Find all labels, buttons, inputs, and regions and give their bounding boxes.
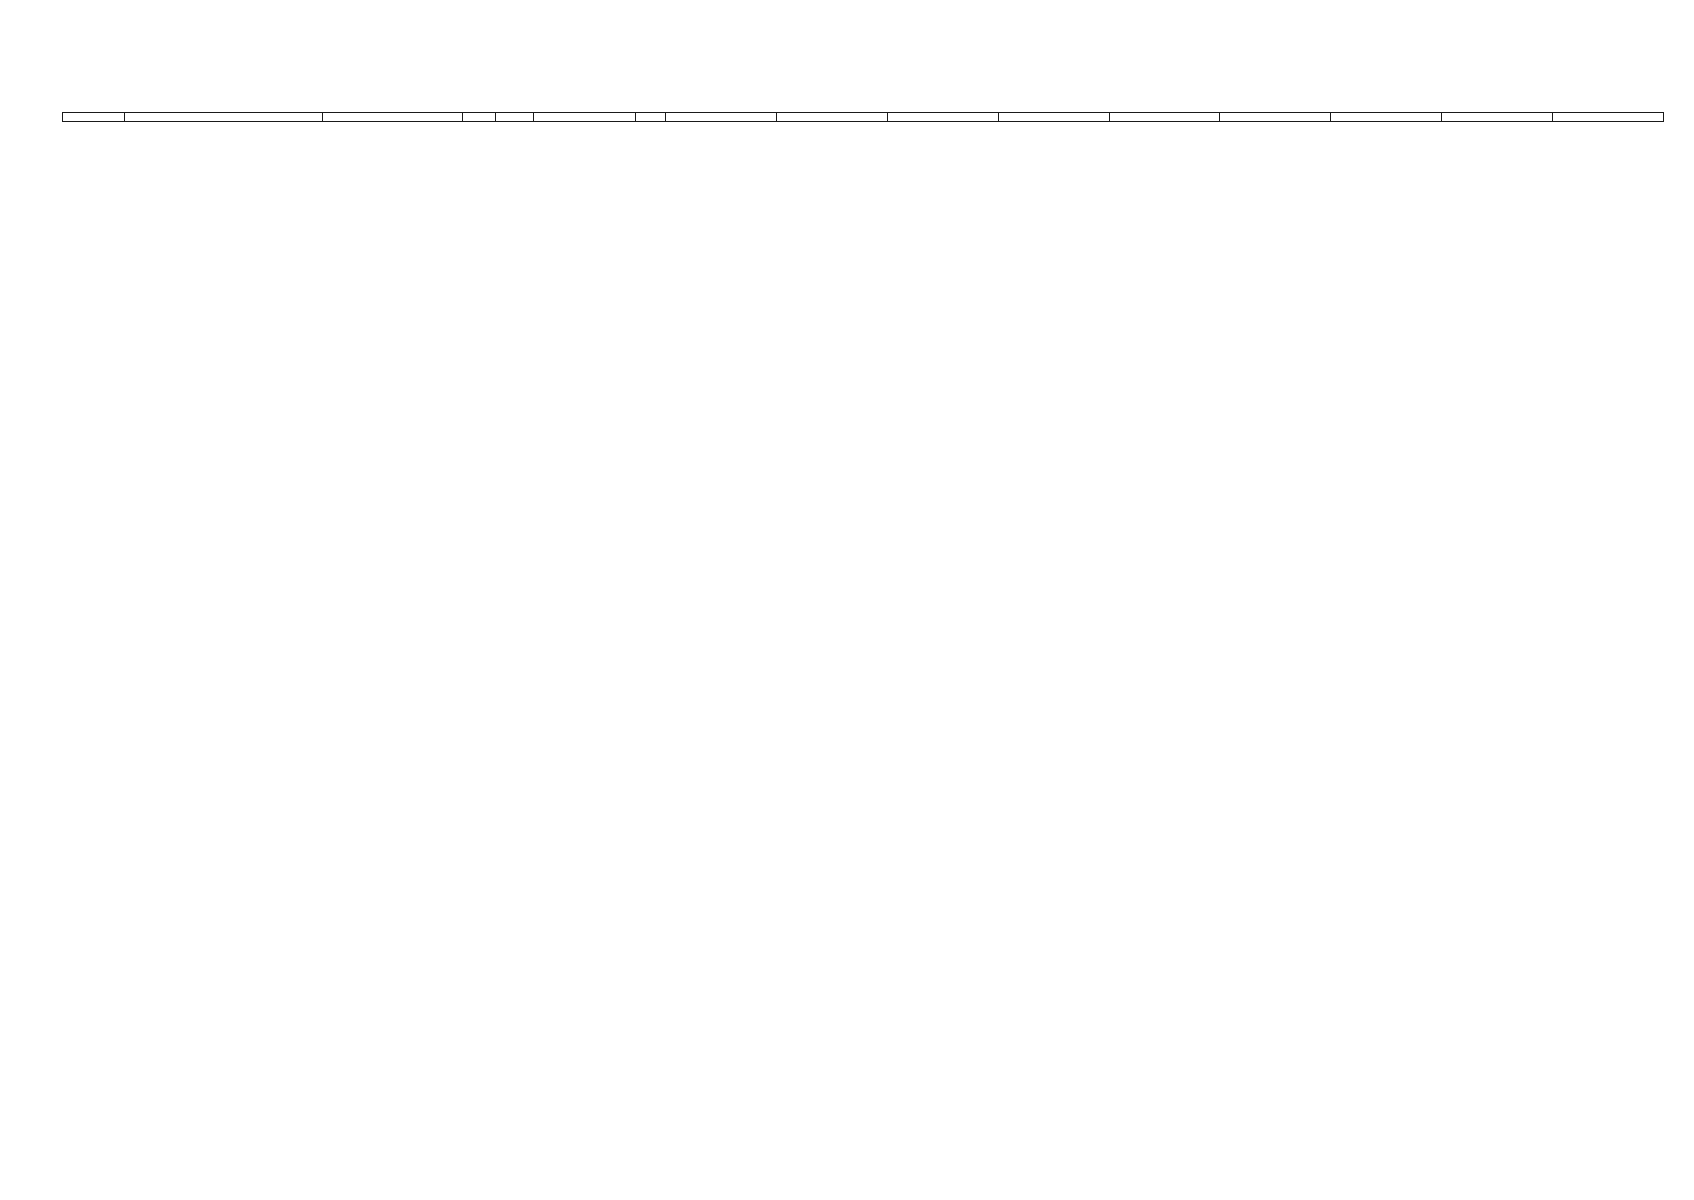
col-header — [534, 113, 636, 122]
header-row — [63, 113, 1664, 122]
col-header — [462, 113, 495, 122]
col-header — [124, 113, 322, 122]
col-header — [63, 113, 125, 122]
col-header — [1109, 113, 1220, 122]
col-header — [1442, 113, 1553, 122]
col-header — [887, 113, 998, 122]
col-header — [323, 113, 463, 122]
col-header — [777, 113, 888, 122]
budget-table — [62, 112, 1664, 122]
col-header — [1331, 113, 1442, 122]
col-header — [998, 113, 1109, 122]
col-header — [495, 113, 533, 122]
col-header — [666, 113, 777, 122]
col-header — [1220, 113, 1331, 122]
col-header — [1552, 113, 1663, 122]
col-header — [636, 113, 666, 122]
